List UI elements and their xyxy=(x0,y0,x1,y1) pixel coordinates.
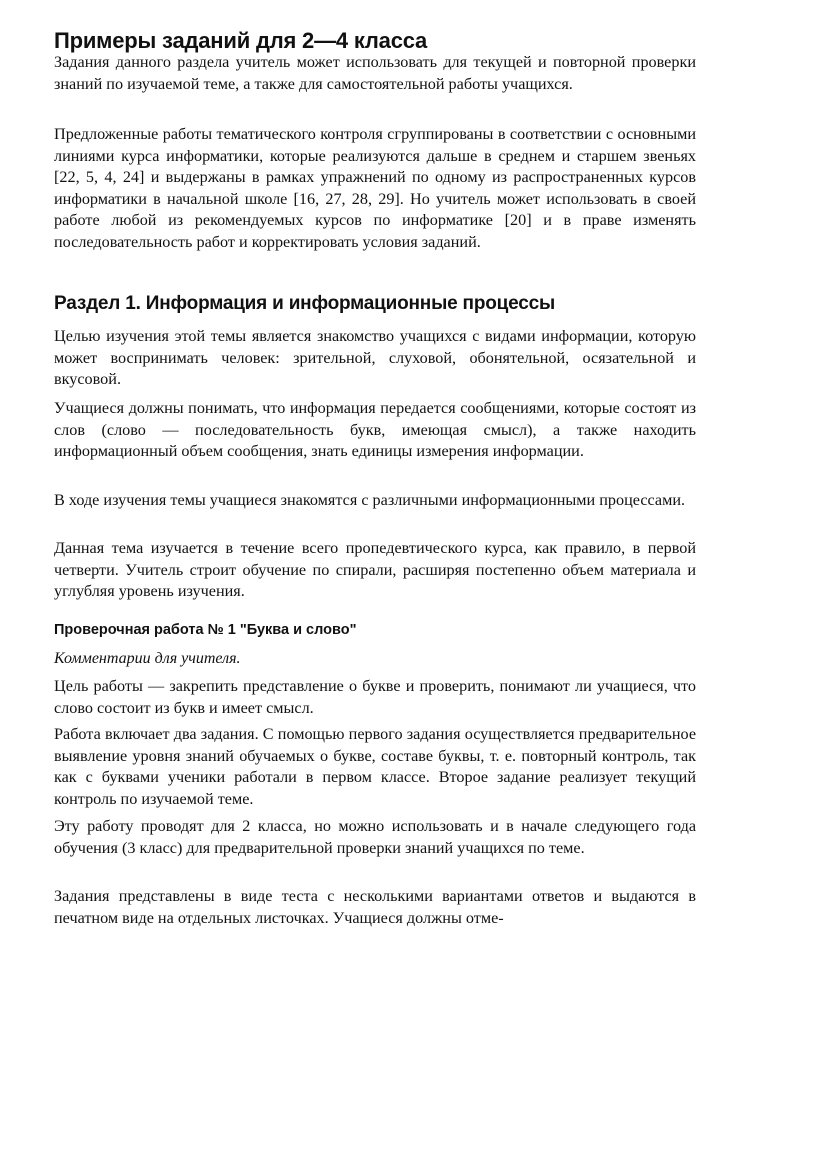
part1-paragraph-1: Целью изучения этой темы является знакомство учащихся с видами информации, которую может воспринимать человек: зрительной, слуховой, обонятельной, осязательной и вкусовой. xyxy=(54,327,696,389)
work1-paragraph-1: Цель работы — закрепить представление о букве и проверить, понимают ли учащиеся, что слово состоит из букв и имеет смысл. xyxy=(54,677,696,717)
section-title: Примеры заданий для 2—4 класса xyxy=(54,28,428,53)
intro-paragraph-2: Предложенные работы тематического контроля сгруппированы в соответствии с основными линиями курса информатики, которые реализуются дальше в среднем и старшем звеньях [22, 5, 4, 24] и выдержаны в рамках упражнений по одному из распространенных курсов информатики в начальной школе [16, 27, 28, 29]. Но учитель может использовать в своей работе любой из рекомендуемых курсов по информатике [20] и в праве изменять последовательность работ и корректировать условия заданий. xyxy=(54,125,696,251)
intro-paragraph-1: Задания данного раздела учитель может использовать для текущей и повторной проверки знаний по изучаемой теме, а также для самостоятельной работы учащихся. xyxy=(54,53,696,93)
work1-paragraph-3: Эту работу проводят для 2 класса, но можно использовать и в начале следующего года обучения (3 класс) для предварительной проверки знаний учащихся по теме. xyxy=(54,817,696,857)
part1-title: Раздел 1. Информация и информационные процессы xyxy=(54,293,555,314)
work1-title: Проверочная работа № 1 "Буква и слово" xyxy=(54,622,357,638)
work1-comment-label: Комментарии для учителя. xyxy=(54,650,241,667)
part1-paragraph-4: Данная тема изучается в течение всего пропедевтического курса, как правило, в первой четверти. Учитель строит обучение по спирали, расширяя постепенно объем материала и углубляя уровень изучения. xyxy=(54,539,696,601)
part1-paragraph-2: Учащиеся должны понимать, что информация передается сообщениями, которые состоят из слов (слово — последовательность букв, имеющая смысл), а также находить информационный объем сообщения, знать единицы измерения информации. xyxy=(54,399,696,461)
work1-paragraph-4: Задания представлены в виде теста с несколькими вариантами ответов и выдаются в печатном виде на отдельных листочках. Учащиеся должны отме- xyxy=(54,887,696,927)
part1-paragraph-3: В ходе изучения темы учащиеся знакомятся с различными информационными процессами. xyxy=(54,491,686,509)
work1-paragraph-2: Работа включает два задания. С помощью первого задания осуществляется предварительное выявление уровня знаний обучаемых о букве, составе буквы, т. е. повторный контроль, так как с буквами ученики работали в первом классе. Второе задание реализует текущий контроль по изучаемой теме. xyxy=(54,725,696,808)
